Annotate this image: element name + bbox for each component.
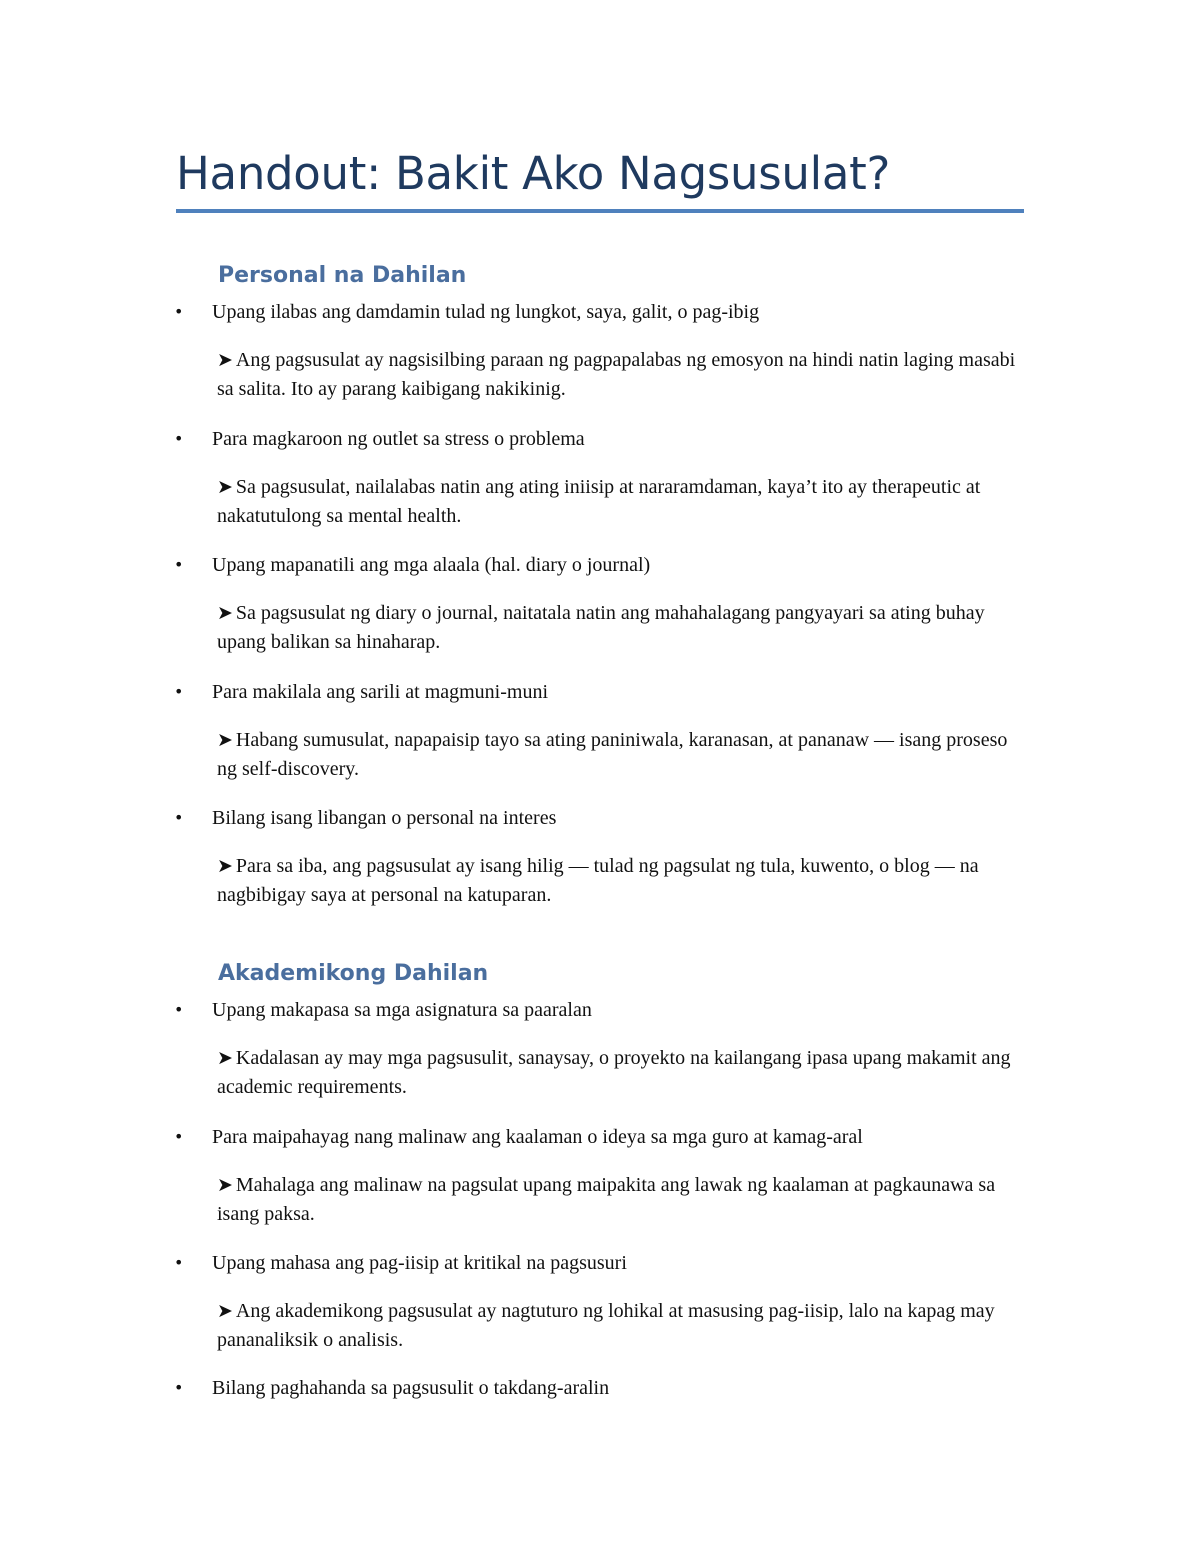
explanation-text: Kadalasan ay may mga pagsusulit, sanaysay, o proyekto na kailangang ipasa upang makamit ang academic requirements. — [217, 1047, 1011, 1098]
arrow-icon: ➤ — [217, 729, 233, 751]
list-item-explanation — [217, 1171, 1027, 1229]
list-item-explanation — [217, 852, 1027, 910]
list-item-explanation — [217, 726, 1027, 784]
list-item-point: Para magkaroon ng outlet sa stress o problema — [212, 428, 585, 450]
arrow-icon: ➤ — [217, 476, 233, 498]
list-item-explanation — [217, 1044, 1027, 1102]
section-heading-akademiko: Akademikong Dahilan — [218, 961, 489, 986]
explanation-text: Sa pagsusulat ng diary o journal, naitatala natin ang mahahalagang pangyayari sa ating buhay upang balikan sa hinaharap. — [217, 602, 985, 653]
bullet-icon: • — [174, 1378, 184, 1397]
list-item-explanation — [217, 346, 1027, 404]
bullet-icon: • — [174, 808, 184, 827]
list-item-point: Upang makapasa sa mga asignatura sa paaralan — [212, 999, 592, 1021]
arrow-icon: ➤ — [217, 349, 233, 371]
explanation-text: Ang akademikong pagsusulat ay nagtuturo ng lohikal at masusing pag-iisip, lalo na kapag may pananaliksik o analisis. — [217, 1300, 995, 1351]
list-item-point: Upang ilabas ang damdamin tulad ng lungkot, saya, galit, o pag-ibig — [212, 301, 760, 323]
list-item-explanation — [217, 1297, 1027, 1355]
list-item-point: Bilang isang libangan o personal na interes — [212, 807, 557, 829]
list-item-point: Upang mapanatili ang mga alaala (hal. diary o journal) — [212, 554, 651, 576]
list-item-explanation — [217, 599, 1027, 657]
bullet-icon: • — [174, 302, 184, 321]
arrow-icon: ➤ — [217, 602, 233, 624]
list-item-point: Upang mahasa ang pag-iisip at kritikal na pagsusuri — [212, 1252, 627, 1274]
list-item-explanation — [217, 473, 1027, 531]
bullet-icon: • — [174, 429, 184, 448]
list-item-point: Bilang paghahanda sa pagsusulit o takdang-aralin — [212, 1377, 610, 1399]
bullet-icon: • — [174, 555, 184, 574]
explanation-text: Mahalaga ang malinaw na pagsulat upang maipakita ang lawak ng kaalaman at pagkaunawa sa isang paksa. — [217, 1174, 996, 1225]
bullet-icon: • — [174, 1000, 184, 1019]
explanation-text: Sa pagsusulat, nailalabas natin ang ating iniisip at nararamdaman, kaya’t ito ay therapeutic at nakatutulong sa mental health. — [217, 476, 981, 527]
explanation-text: Habang sumusulat, napapaisip tayo sa ating paniniwala, karanasan, at pananaw — isang proseso ng self-discovery. — [217, 729, 1008, 780]
arrow-icon: ➤ — [217, 855, 233, 877]
page-title: Handout: Bakit Ako Nagsusulat? — [176, 147, 891, 200]
list-item-point: Para makilala ang sarili at magmuni-muni — [212, 681, 549, 703]
explanation-text: Ang pagsusulat ay nagsisilbing paraan ng pagpapalabas ng emosyon na hindi natin laging masabi sa salita. Ito ay parang kaibigang nakikinig. — [217, 349, 1016, 400]
arrow-icon: ➤ — [217, 1174, 233, 1196]
title-underline — [176, 209, 1024, 213]
list-item-point: Para maipahayag nang malinaw ang kaalaman o ideya sa mga guro at kamag-aral — [212, 1126, 863, 1148]
bullet-icon: • — [174, 1253, 184, 1272]
arrow-icon: ➤ — [217, 1047, 233, 1069]
section-heading-personal: Personal na Dahilan — [218, 263, 467, 288]
bullet-icon: • — [174, 1127, 184, 1146]
explanation-text: Para sa iba, ang pagsusulat ay isang hilig — tulad ng pagsulat ng tula, kuwento, o blog — na nagbibigay saya at personal na katuparan. — [217, 855, 979, 906]
bullet-icon: • — [174, 682, 184, 701]
arrow-icon: ➤ — [217, 1300, 233, 1322]
